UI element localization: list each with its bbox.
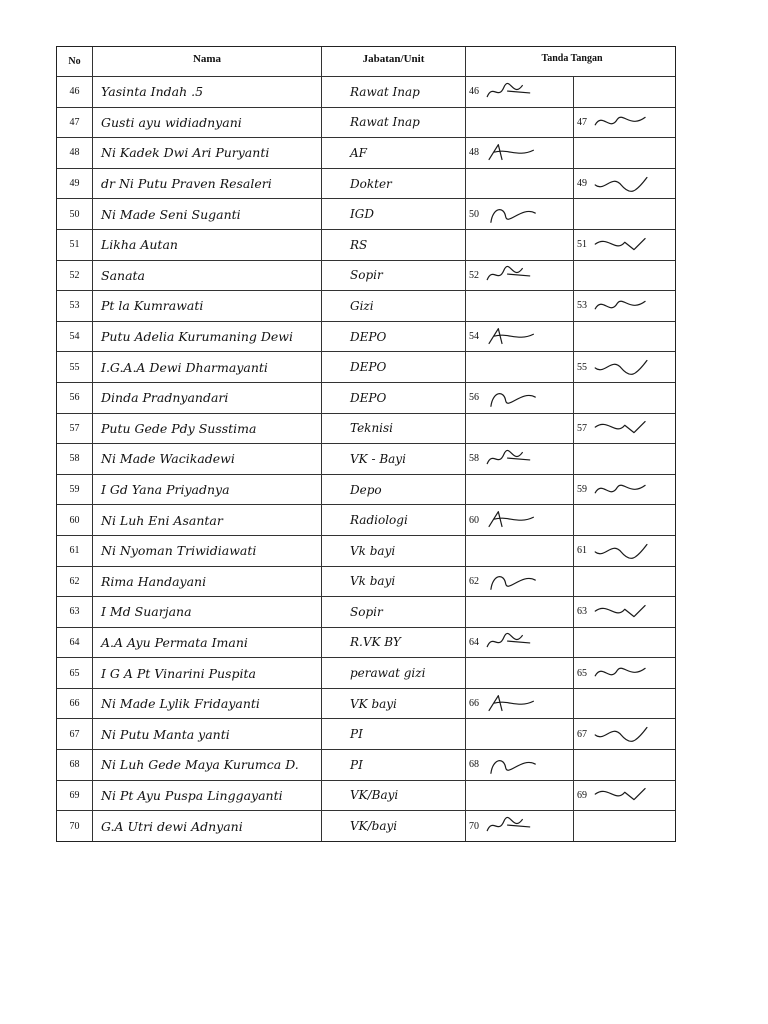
table-row [57, 199, 675, 230]
signature-cell-left [466, 108, 574, 138]
row-nama: Ni Putu Manta yanti [93, 719, 322, 749]
signature-cell-left [466, 322, 574, 352]
row-number: 56 [57, 383, 93, 413]
signature-number: 69 [577, 789, 587, 801]
signature-cell-right [574, 291, 675, 321]
signature-cell-right [574, 261, 675, 291]
row-jabatan: VK - Bayi [322, 444, 466, 474]
signature-cell-left [466, 536, 574, 566]
row-jabatan: Sopir [322, 597, 466, 627]
handwritten-signature [483, 753, 545, 777]
table-row [57, 750, 675, 781]
row-number: 62 [57, 567, 93, 597]
table-row [57, 628, 675, 659]
table-row [57, 383, 675, 414]
signature-cell-right [574, 536, 675, 566]
signature-number: 64 [469, 636, 479, 648]
signature-cell-left [466, 811, 574, 841]
row-nama: Rima Handayani [93, 567, 322, 597]
row-nama: A.A Ayu Permata Imani [93, 628, 322, 658]
signature-number: 46 [469, 86, 479, 98]
table-row [57, 230, 675, 261]
signature-cell-right [574, 475, 675, 505]
signature-cell-left [466, 414, 574, 444]
row-nama: I Gd Yana Priyadnya [93, 475, 322, 505]
signature-cell-right [574, 811, 675, 841]
row-jabatan: VK/bayi [322, 811, 466, 841]
handwritten-signature [591, 110, 653, 134]
signature-number: 62 [469, 575, 479, 587]
row-nama: Ni Kadek Dwi Ari Puryanti [93, 138, 322, 168]
handwritten-signature [591, 294, 653, 318]
table-row [57, 352, 675, 383]
handwritten-signature [483, 325, 545, 349]
signature-cell-left [466, 597, 574, 627]
row-number: 57 [57, 414, 93, 444]
signature-cell-left [466, 77, 574, 107]
row-nama: Ni Made Lylik Fridayanti [93, 689, 322, 719]
row-number: 51 [57, 230, 93, 260]
signature-number: 49 [577, 178, 587, 190]
signature-cell-left [466, 505, 574, 535]
signature-cell-left [466, 199, 574, 229]
handwritten-signature [483, 508, 545, 532]
signature-cell-right [574, 383, 675, 413]
signature-cell-left [466, 261, 574, 291]
row-nama: dr Ni Putu Praven Resaleri [93, 169, 322, 199]
table-row [57, 322, 675, 353]
signature-cell-right [574, 444, 675, 474]
row-jabatan: AF [322, 138, 466, 168]
signature-cell-left [466, 230, 574, 260]
signature-cell-right [574, 169, 675, 199]
row-jabatan: DEPO [322, 352, 466, 382]
row-number: 47 [57, 108, 93, 138]
table-row [57, 505, 675, 536]
row-jabatan: VK bayi [322, 689, 466, 719]
table-row [57, 261, 675, 292]
row-number: 65 [57, 658, 93, 688]
header-jabatan: Jabatan/Unit [322, 47, 466, 76]
row-jabatan: DEPO [322, 322, 466, 352]
row-nama: Dinda Pradnyandari [93, 383, 322, 413]
signature-cell-right [574, 199, 675, 229]
table-row [57, 475, 675, 506]
row-nama: Ni Pt Ayu Puspa Linggayanti [93, 781, 322, 811]
row-nama: I.G.A.A Dewi Dharmayanti [93, 352, 322, 382]
handwritten-signature [591, 539, 653, 563]
table-row [57, 536, 675, 567]
signature-number: 65 [577, 667, 587, 679]
signature-cell-right [574, 505, 675, 535]
signature-number: 57 [577, 422, 587, 434]
signature-cell-left [466, 658, 574, 688]
row-jabatan: VK/Bayi [322, 781, 466, 811]
row-number: 63 [57, 597, 93, 627]
row-nama: I G A Pt Vinarini Puspita [93, 658, 322, 688]
header-tanda-tangan: Tanda Tangan [541, 53, 603, 64]
table-row [57, 567, 675, 598]
row-nama: Ni Luh Gede Maya Kurumca D. [93, 750, 322, 780]
row-jabatan: Dokter [322, 169, 466, 199]
row-nama: Pt la Kumrawati [93, 291, 322, 321]
row-jabatan: RS [322, 230, 466, 260]
table-row [57, 108, 675, 139]
signature-number: 58 [469, 453, 479, 465]
row-nama: Ni Made Wacikadewi [93, 444, 322, 474]
row-jabatan: Vk bayi [322, 567, 466, 597]
signature-cell-left [466, 689, 574, 719]
row-number: 50 [57, 199, 93, 229]
row-nama: Putu Gede Pdy Susstima [93, 414, 322, 444]
row-jabatan: Vk bayi [322, 536, 466, 566]
header-nama: Nama [93, 47, 322, 76]
row-number: 53 [57, 291, 93, 321]
table-row [57, 781, 675, 812]
handwritten-signature [483, 141, 545, 165]
row-jabatan: Gizi [322, 291, 466, 321]
row-number: 59 [57, 475, 93, 505]
table-row [57, 658, 675, 689]
signature-cell-left [466, 352, 574, 382]
signature-cell-left [466, 567, 574, 597]
handwritten-signature [591, 416, 653, 440]
row-jabatan: R.VK BY [322, 628, 466, 658]
row-nama: I Md Suarjana [93, 597, 322, 627]
handwritten-signature [483, 202, 545, 226]
signature-cell-right [574, 750, 675, 780]
row-number: 64 [57, 628, 93, 658]
table-row [57, 414, 675, 445]
row-number: 60 [57, 505, 93, 535]
row-number: 52 [57, 261, 93, 291]
row-nama: Sanata [93, 261, 322, 291]
row-number: 66 [57, 689, 93, 719]
signature-cell-left [466, 719, 574, 749]
header-no: No [57, 47, 93, 76]
handwritten-signature [483, 569, 545, 593]
row-number: 68 [57, 750, 93, 780]
signature-cell-right [574, 628, 675, 658]
row-nama: Yasinta Indah .5 [93, 77, 322, 107]
signature-number: 60 [469, 514, 479, 526]
signature-cell-left [466, 781, 574, 811]
signature-cell-left [466, 169, 574, 199]
signature-cell-left [466, 475, 574, 505]
signature-cell-right [574, 230, 675, 260]
signature-number: 52 [469, 269, 479, 281]
signature-number: 53 [577, 300, 587, 312]
signature-cell-right [574, 322, 675, 352]
signature-cell-right [574, 567, 675, 597]
signature-number: 47 [577, 116, 587, 128]
signature-number: 54 [469, 331, 479, 343]
table-row [57, 444, 675, 475]
row-number: 61 [57, 536, 93, 566]
row-jabatan: Sopir [322, 261, 466, 291]
handwritten-signature [483, 814, 545, 838]
row-nama: Ni Luh Eni Asantar [93, 505, 322, 535]
signature-cell-left [466, 444, 574, 474]
table-row [57, 291, 675, 322]
signature-cell-right [574, 108, 675, 138]
table-row [57, 169, 675, 200]
row-number: 55 [57, 352, 93, 382]
signature-number: 66 [469, 698, 479, 710]
signature-cell-left [466, 750, 574, 780]
row-jabatan: perawat gizi [322, 658, 466, 688]
handwritten-signature [483, 630, 545, 654]
row-nama: Gusti ayu widiadnyani [93, 108, 322, 138]
handwritten-signature [591, 355, 653, 379]
handwritten-signature [483, 263, 545, 287]
handwritten-signature [591, 478, 653, 502]
row-nama: Likha Autan [93, 230, 322, 260]
handwritten-signature [591, 661, 653, 685]
table-row [57, 77, 675, 108]
table-row [57, 138, 675, 169]
signature-number: 48 [469, 147, 479, 159]
row-jabatan: PI [322, 719, 466, 749]
handwritten-signature [483, 692, 545, 716]
signature-number: 63 [577, 606, 587, 618]
row-number: 70 [57, 811, 93, 841]
table-row [57, 811, 675, 841]
signature-cell-right [574, 138, 675, 168]
row-jabatan: Rawat Inap [322, 108, 466, 138]
row-number: 69 [57, 781, 93, 811]
handwritten-signature [591, 600, 653, 624]
handwritten-signature [591, 172, 653, 196]
row-nama: Ni Nyoman Triwidiawati [93, 536, 322, 566]
signature-number: 51 [577, 239, 587, 251]
row-number: 54 [57, 322, 93, 352]
signature-cell-right [574, 658, 675, 688]
row-number: 46 [57, 77, 93, 107]
signature-cell-right [574, 781, 675, 811]
table-row [57, 689, 675, 720]
signature-cell-left [466, 291, 574, 321]
row-jabatan: Radiologi [322, 505, 466, 535]
table-header [57, 47, 675, 77]
row-jabatan: Rawat Inap [322, 77, 466, 107]
signature-cell-right [574, 77, 675, 107]
row-number: 58 [57, 444, 93, 474]
handwritten-signature [591, 233, 653, 257]
signature-number: 59 [577, 484, 587, 496]
attendance-table [56, 46, 676, 842]
signature-cell-right [574, 352, 675, 382]
row-jabatan: Teknisi [322, 414, 466, 444]
table-row [57, 597, 675, 628]
row-jabatan: IGD [322, 199, 466, 229]
row-number: 48 [57, 138, 93, 168]
row-nama: Putu Adelia Kurumaning Dewi [93, 322, 322, 352]
signature-cell-right [574, 597, 675, 627]
row-jabatan: Depo [322, 475, 466, 505]
signature-cell-left [466, 383, 574, 413]
signature-number: 50 [469, 208, 479, 220]
signature-number: 70 [469, 820, 479, 832]
signature-number: 61 [577, 545, 587, 557]
signature-number: 55 [577, 361, 587, 373]
signature-number: 68 [469, 759, 479, 771]
handwritten-signature [591, 783, 653, 807]
signature-number: 67 [577, 728, 587, 740]
row-jabatan: DEPO [322, 383, 466, 413]
signature-number: 56 [469, 392, 479, 404]
signature-cell-right [574, 414, 675, 444]
signature-cell-left [466, 628, 574, 658]
signature-cell-right [574, 719, 675, 749]
row-nama: G.A Utri dewi Adnyani [93, 811, 322, 841]
signature-cell-left [466, 138, 574, 168]
signature-cell-right [574, 689, 675, 719]
handwritten-signature [591, 722, 653, 746]
handwritten-signature [483, 80, 545, 104]
row-number: 49 [57, 169, 93, 199]
table-row [57, 719, 675, 750]
row-jabatan: PI [322, 750, 466, 780]
row-nama: Ni Made Seni Suganti [93, 199, 322, 229]
handwritten-signature [483, 447, 545, 471]
handwritten-signature [483, 386, 545, 410]
row-number: 67 [57, 719, 93, 749]
